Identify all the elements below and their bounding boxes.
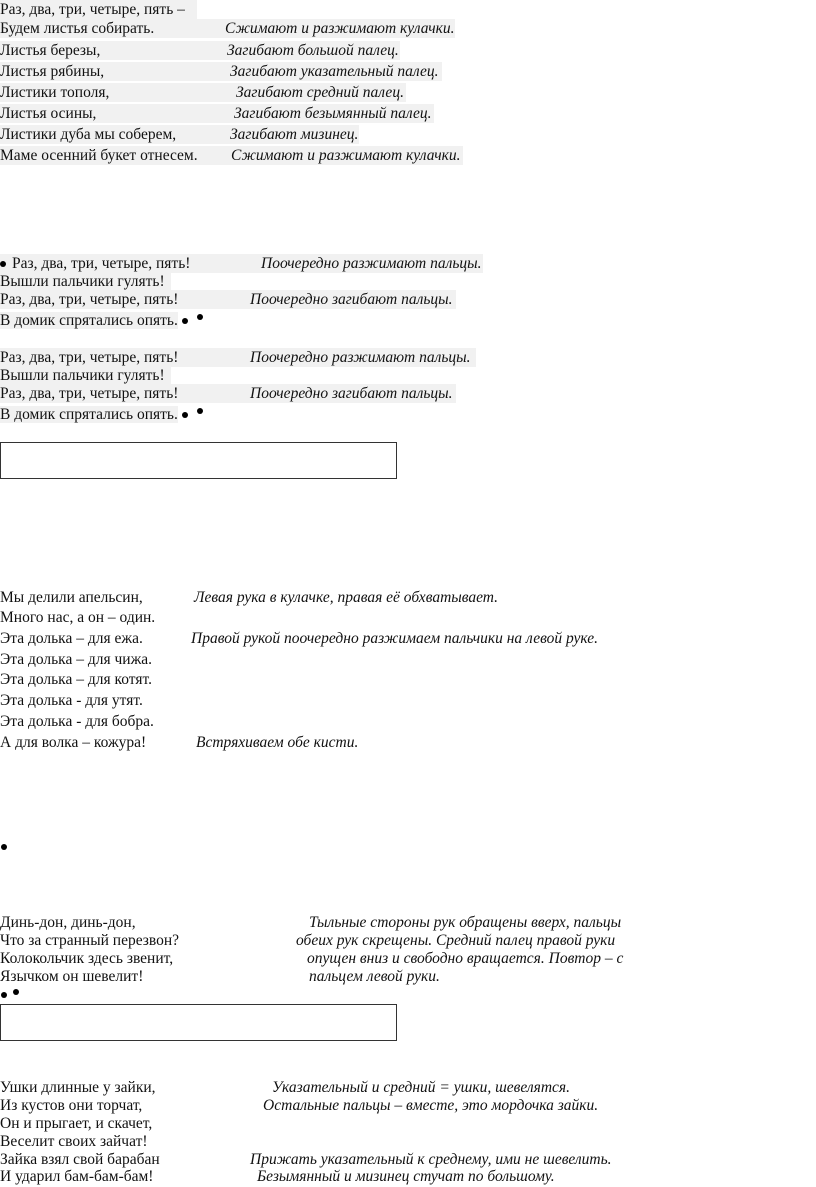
instruction: Прижать указательный к среднему, ими не шевелить. <box>250 1151 612 1168</box>
poem-line: Много нас, а он – один. <box>0 609 156 626</box>
instruction: Загибают средний палец. <box>236 84 404 101</box>
poem-line: Вышли пальчики гулять! <box>0 272 171 291</box>
bullet-icon <box>1 992 7 998</box>
instruction: Загибают мизинец. <box>230 126 359 143</box>
bullet-icon <box>182 412 188 418</box>
poem-line: Ушки длинные у зайки, Указательный и средний = ушки, шевелятся. <box>0 1079 571 1096</box>
poem-line: Листья березы, Загибают большой палец. <box>0 42 399 59</box>
instruction: Загибают указательный палец. <box>230 63 439 80</box>
poem-line: Эта долька – для ежа. Правой рукой поочередно разжимаем пальчики на левой руке. <box>0 630 599 647</box>
poem-line: Зайка взял свой барабан Прижать указательный к среднему, ими не шевелить. <box>0 1151 612 1168</box>
instruction: Поочередно загибают пальцы. <box>250 291 453 308</box>
instruction: Правой рукой поочередно разжимаем пальчики на левой руке. <box>191 630 599 647</box>
poem-line: Вышли пальчики гулять! <box>0 366 171 385</box>
poem-line: Раз, два, три, четыре, пять! Поочередно разжимают пальцы. <box>0 348 476 367</box>
poem-line: Эта долька – для чижа. <box>0 651 153 668</box>
instruction: Указательный и средний = ушки, шевелятся. <box>272 1079 571 1096</box>
poem-line: Раз, два, три, четыре, пять! Поочередно загибают пальцы. <box>0 290 456 309</box>
poem-line: А для волка – кожура! Встряхиваем обе кисти. <box>0 734 359 751</box>
poem-line: Раз, два, три, четыре, пять – <box>0 0 197 19</box>
bullet-icon <box>197 408 203 414</box>
bullet-icon <box>13 989 19 995</box>
poem-line: Колокольчик здесь звенит, опущен вниз и свободно вращается. Повтор – с <box>0 950 624 967</box>
poem-line: И ударил бам-бам-бам! Безымянный и мизинец стучат по большому. <box>0 1168 555 1185</box>
bullet-icon <box>197 314 203 320</box>
poem-line: В домик спрятались опять. <box>0 405 203 424</box>
instruction: Сжимают и разжимают кулачки. <box>231 147 461 164</box>
poem-line: Раз, два, три, четыре, пять! Поочередно разжимают пальцы. <box>0 254 483 273</box>
poem-line: Эта долька - для утят. <box>0 692 143 709</box>
poem-line: Эта долька – для котят. <box>0 671 152 688</box>
instruction: Поочередно разжимают пальцы. <box>261 255 482 272</box>
instruction: Безымянный и мизинец стучат по большому. <box>257 1168 555 1185</box>
instruction: опущен вниз и свободно вращается. Повтор – с <box>307 950 624 967</box>
poem-line: Из кустов они торчат, Остальные пальцы – вместе, это мордочка зайки. <box>0 1097 599 1114</box>
poem-line: Листики тополя, Загибают средний палец. <box>0 83 406 102</box>
poem-line: Что за странный перезвон? обеих рук скрещены. Средний палец правой руки <box>0 932 616 949</box>
bullet-icon <box>1 844 7 850</box>
empty-frame <box>0 1004 397 1041</box>
instruction: Тыльные стороны рук обращены вверх, пальцы <box>309 914 622 931</box>
bullet-icon <box>0 261 6 267</box>
instruction: Поочередно разжимают пальцы. <box>250 349 471 366</box>
poem-line: Будем листья собирать. Сжимают и разжимают кулачки. <box>0 20 455 37</box>
poem-line: Листья осины, Загибают безымянный палец. <box>0 104 434 123</box>
instruction: пальцем левой руки. <box>309 968 440 985</box>
poem-line: Листики дуба мы соберем, Загибают мизинец. <box>0 126 359 143</box>
poem-line: Веселит своих зайчат! <box>0 1133 148 1150</box>
instruction: Сжимают и разжимают кулачки. <box>225 20 455 37</box>
poem-line: Он и прыгает, и скачет, <box>0 1115 153 1132</box>
instruction: Поочередно загибают пальцы. <box>250 385 453 402</box>
instruction: обеих рук скрещены. Средний палец правой руки <box>296 932 616 949</box>
instruction: Загибают большой палец. <box>227 42 399 59</box>
instruction: Левая рука в кулачке, правая её обхватывает. <box>194 589 499 606</box>
poem-line: Мы делили апельсин, Левая рука в кулачке, правая её обхватывает. <box>0 589 499 606</box>
empty-frame <box>0 442 397 479</box>
poem-line: Листья рябины, Загибают указательный палец. <box>0 62 442 81</box>
poem-line: Маме осенний букет отнесем. Сжимают и разжимают кулачки. <box>0 146 463 165</box>
poem-line: Язычком он шевелит! пальцем левой руки. <box>0 968 440 985</box>
bullet-icon <box>182 318 188 324</box>
poem-line: Динь-дон, динь-дон, Тыльные стороны рук обращены вверх, пальцы <box>0 914 622 931</box>
instruction: Загибают безымянный палец. <box>234 105 432 122</box>
poem-line: Раз, два, три, четыре, пять! Поочередно загибают пальцы. <box>0 384 456 403</box>
instruction: Встряхиваем обе кисти. <box>196 734 359 751</box>
poem-line: Эта долька - для бобра. <box>0 713 154 730</box>
poem-line: В домик спрятались опять. <box>0 311 203 330</box>
instruction: Остальные пальцы – вместе, это мордочка зайки. <box>263 1097 599 1114</box>
